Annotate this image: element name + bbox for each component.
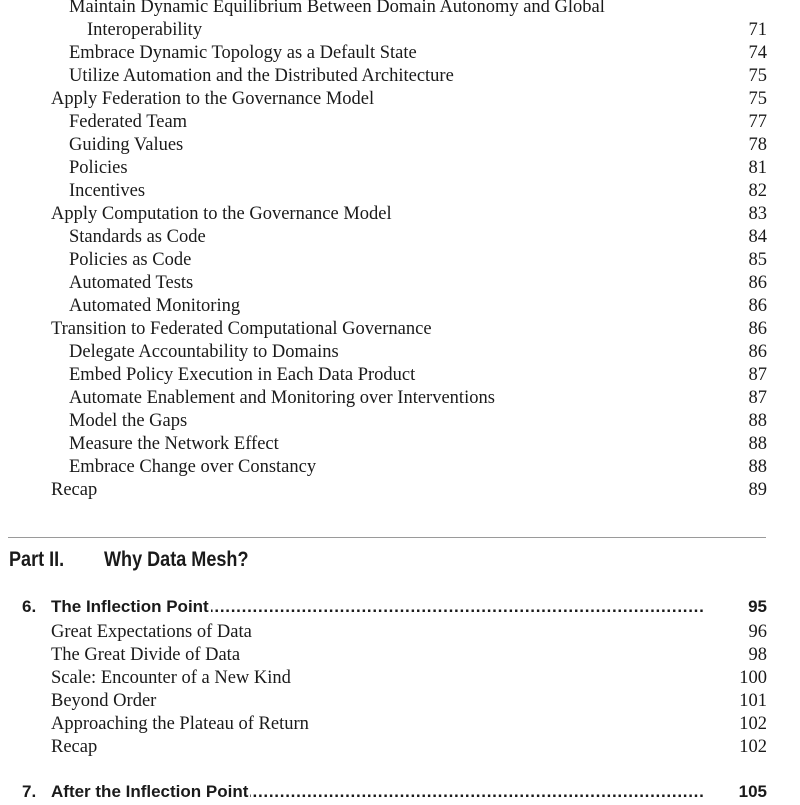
toc-entry[interactable] xyxy=(0,157,800,180)
toc-entry-title: Great Expectations of Data xyxy=(51,622,252,642)
toc-entry[interactable] xyxy=(0,479,800,502)
toc-entry-title: Embrace Dynamic Topology as a Default State xyxy=(69,43,417,63)
toc-entry[interactable] xyxy=(0,736,800,759)
part-title: Why Data Mesh? xyxy=(104,548,249,571)
toc-entry-title: Maintain Dynamic Equilibrium Between Domain Autonomy and Global xyxy=(69,0,605,17)
toc-entry-page: 82 xyxy=(748,181,767,201)
toc-entry-page: 102 xyxy=(739,714,767,734)
toc-entry-page: 75 xyxy=(748,89,767,109)
toc-entry[interactable] xyxy=(0,111,800,134)
toc-entry-title: Apply Federation to the Governance Model xyxy=(51,89,375,109)
chapter-number: 6. xyxy=(22,597,37,616)
toc-entry-title: Guiding Values xyxy=(69,135,184,155)
toc-entry-page: 85 xyxy=(748,250,767,270)
toc-entry-page: 86 xyxy=(748,296,767,316)
chapter-title xyxy=(51,779,730,805)
toc-entry-page: 87 xyxy=(748,365,767,385)
toc-entry-page: 88 xyxy=(748,457,767,477)
toc-entry-page: 88 xyxy=(748,411,767,431)
toc-entry[interactable] xyxy=(0,410,800,433)
toc-entry-title: Transition to Federated Computational Governance xyxy=(51,319,432,339)
toc-entry-page: 78 xyxy=(748,135,767,155)
toc-entry-title: Measure the Network Effect xyxy=(69,434,279,454)
toc-entry-page: 86 xyxy=(748,319,767,339)
toc-entry[interactable] xyxy=(0,0,800,19)
toc-entry-page: 81 xyxy=(748,158,767,178)
toc-entry-title: Scale: Encounter of a New Kind xyxy=(51,668,291,688)
toc-entry-page: 87 xyxy=(748,388,767,408)
toc-entry-title: Approaching the Plateau of Return xyxy=(51,714,309,734)
toc-entry-title: Apply Computation to the Governance Model xyxy=(51,204,392,224)
toc-entry[interactable] xyxy=(0,621,800,644)
toc-entry[interactable] xyxy=(0,318,800,341)
toc-entry-page: 77 xyxy=(748,112,767,132)
toc-entry-title: Automated Tests xyxy=(69,273,194,293)
toc-entry-title: Beyond Order xyxy=(51,691,157,711)
chapter-page: 105 xyxy=(738,782,767,801)
toc-entry-title: Recap xyxy=(51,480,98,500)
toc-entry[interactable] xyxy=(0,42,800,65)
toc-entry-page: 101 xyxy=(739,691,767,711)
toc-entry-title: Model the Gaps xyxy=(69,411,188,431)
toc-entry-title: Embed Policy Execution in Each Data Product xyxy=(69,365,416,385)
toc-entry[interactable] xyxy=(0,433,800,456)
toc-entry-page: 86 xyxy=(748,273,767,293)
toc-entry-title: Automate Enablement and Monitoring over Interventions xyxy=(69,388,495,408)
toc-entry[interactable] xyxy=(0,65,800,88)
toc-entry-title: Embrace Change over Constancy xyxy=(69,457,317,477)
toc-entry[interactable] xyxy=(0,364,800,387)
toc-entry[interactable] xyxy=(0,180,800,203)
toc-entry[interactable] xyxy=(0,134,800,157)
toc-entry[interactable] xyxy=(0,19,800,42)
toc-entry-title: Recap xyxy=(51,737,98,757)
toc-entry[interactable] xyxy=(0,644,800,667)
chapter-title-text: After the Inflection Point xyxy=(51,782,249,801)
toc-entry[interactable] xyxy=(0,713,800,736)
toc-entry-title: Utilize Automation and the Distributed Architecture xyxy=(69,66,454,86)
toc-entry[interactable] xyxy=(0,456,800,479)
toc-entry[interactable] xyxy=(0,387,800,410)
toc-entry-title: The Great Divide of Data xyxy=(51,645,241,665)
toc-entry-page: 100 xyxy=(739,668,767,688)
toc-entry-title: Policies as Code xyxy=(69,250,192,270)
toc-entry-title: Federated Team xyxy=(69,112,188,132)
part-number: Part II. xyxy=(9,548,65,571)
toc-entry-page: 84 xyxy=(748,227,767,247)
toc-entry-title: Interoperability xyxy=(87,20,203,40)
chapter-heading[interactable] xyxy=(0,594,800,620)
chapter-title-text: The Inflection Point xyxy=(51,597,209,616)
toc-entry-title: Delegate Accountability to Domains xyxy=(69,342,339,362)
toc-entry-page: 96 xyxy=(748,622,767,642)
toc-entry[interactable] xyxy=(0,272,800,295)
toc-entry-page: 71 xyxy=(748,20,767,40)
toc-entry-title: Policies xyxy=(69,158,128,178)
toc-entry-page: 89 xyxy=(748,480,767,500)
toc-entry-page: 75 xyxy=(748,66,767,86)
toc-entry[interactable] xyxy=(0,295,800,318)
toc-entry-page: 86 xyxy=(748,342,767,362)
toc-entry[interactable] xyxy=(0,226,800,249)
toc-entry-title: Automated Monitoring xyxy=(69,296,241,316)
part-divider xyxy=(8,537,766,538)
toc-entry-page: 98 xyxy=(748,645,767,665)
toc-entry[interactable] xyxy=(0,667,800,690)
toc-entry[interactable] xyxy=(0,249,800,272)
toc-entry[interactable] xyxy=(0,690,800,713)
toc-entry-page: 102 xyxy=(739,737,767,757)
toc-entry-page: 83 xyxy=(748,204,767,224)
chapter-heading[interactable] xyxy=(0,779,800,805)
chapter-number: 7. xyxy=(22,782,37,801)
toc-entry-page: 74 xyxy=(748,43,767,63)
toc-entry-page: 88 xyxy=(748,434,767,454)
chapter-page: 95 xyxy=(748,597,767,616)
toc-entry[interactable] xyxy=(0,341,800,364)
toc-entry[interactable] xyxy=(0,88,800,111)
chapter-title xyxy=(51,594,730,620)
toc-entry[interactable] xyxy=(0,203,800,226)
toc-entry-title: Incentives xyxy=(69,181,146,201)
toc-entry-title: Standards as Code xyxy=(69,227,206,247)
